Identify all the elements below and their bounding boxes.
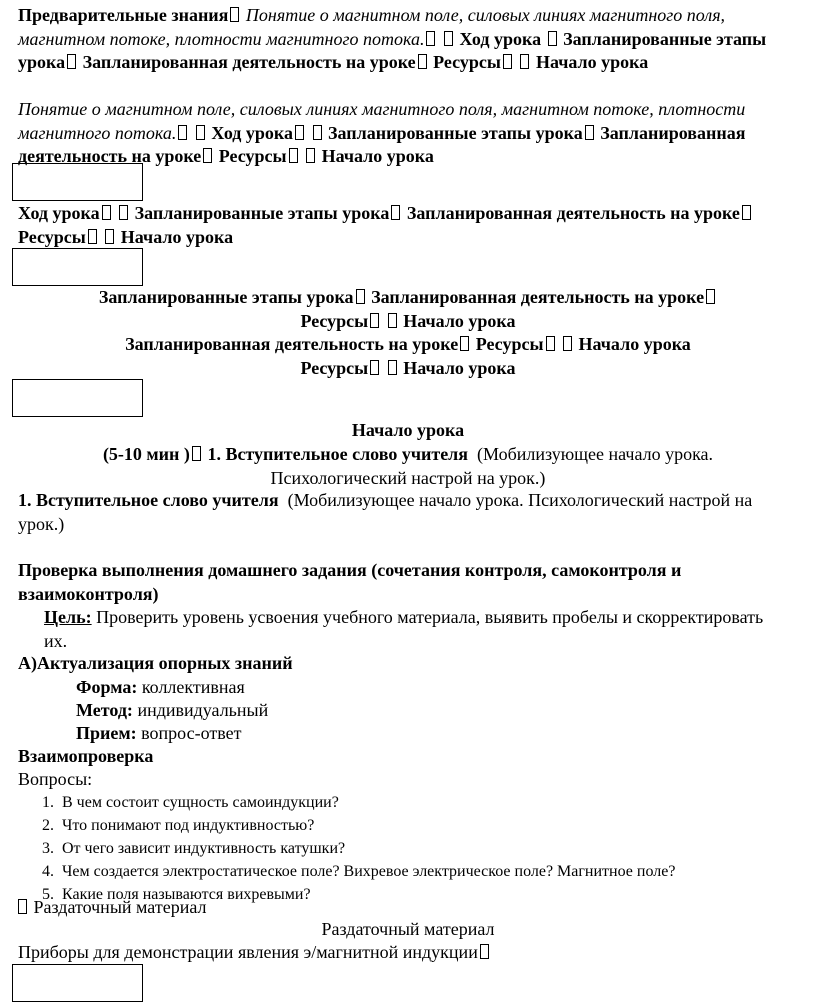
missing-glyph-icon <box>313 125 322 140</box>
missing-glyph-icon <box>503 54 512 69</box>
form-label: Форма: <box>76 677 138 697</box>
list-item: 3. От чего зависит индуктивность катушки? <box>58 837 800 860</box>
resources-block <box>18 357 798 381</box>
link-planned-activity[interactable]: Запланированная деятельность на уроке <box>18 122 746 166</box>
link-lesson-start[interactable]: Начало урока <box>578 334 691 354</box>
missing-glyph-icon <box>418 54 427 69</box>
actualization-title: А)Актуализация опорных знаний <box>18 653 293 673</box>
missing-glyph-icon <box>585 125 594 140</box>
missing-glyph-icon <box>67 54 76 69</box>
missing-glyph-icon <box>102 205 111 220</box>
missing-glyph-icon <box>196 125 205 140</box>
link-planned-activity[interactable]: Запланированная деятельность на уроке <box>82 52 416 72</box>
missing-glyph-icon <box>192 446 201 461</box>
method-label: Метод: <box>76 700 133 720</box>
missing-glyph-icon <box>391 205 400 220</box>
planned-stages-block <box>90 286 726 333</box>
link-lesson-flow[interactable]: Ход урока <box>211 122 294 143</box>
technique-label: Прием: <box>76 723 137 743</box>
missing-glyph-icon <box>88 229 97 244</box>
lesson-start-item <box>58 443 758 490</box>
missing-glyph-icon <box>18 899 27 914</box>
missing-glyph-icon <box>230 7 239 22</box>
peer-check-title: Взаимопроверка <box>18 746 154 766</box>
prior-knowledge-text-2: Понятие о магнитном поле, силовых линиях магнитного поля, магнитном потоке, плотности магнитного потока. <box>18 99 746 143</box>
teacher-intro-paragraph <box>18 489 798 536</box>
link-planned-activity[interactable]: Запланированная деятельность на уроке <box>125 334 459 354</box>
missing-glyph-icon <box>520 54 529 69</box>
missing-glyph-icon <box>563 336 572 351</box>
missing-glyph-icon <box>426 31 435 46</box>
link-planned-activity[interactable]: Запланированная деятельность на уроке <box>371 287 705 307</box>
link-planned-stages[interactable]: Запланированные этапы урока <box>18 28 767 72</box>
link-lesson-start[interactable]: Начало урока <box>535 52 649 72</box>
link-planned-stages[interactable]: Запланированные этапы урока <box>328 122 583 143</box>
missing-glyph-icon <box>388 313 397 328</box>
lesson-start-time: (5-10 мин ) <box>102 444 190 464</box>
link-resources[interactable]: Ресурсы <box>300 310 369 331</box>
list-item: 4. Чем создается электростатическое поле? Вихревое электрическое поле? Магнитное поле? <box>58 860 800 883</box>
link-lesson-start[interactable]: Начало урока <box>403 358 516 378</box>
missing-glyph-icon <box>742 205 751 220</box>
link-planned-stages[interactable]: Запланированные этапы урока <box>134 203 390 223</box>
prior-knowledge-label: Предварительные знания <box>18 5 229 25</box>
planned-activity-block <box>18 333 798 357</box>
missing-glyph-icon <box>388 360 397 375</box>
link-planned-activity[interactable]: Запланированная деятельность на уроке <box>406 203 740 223</box>
prior-knowledge-paragraph <box>18 4 798 75</box>
image-placeholder <box>12 163 143 201</box>
homework-goal <box>44 606 784 653</box>
lesson-start-item-text: (Мобилизующее начало урока. Психологический настрой на урок.) <box>270 444 714 488</box>
missing-glyph-icon <box>370 360 379 375</box>
link-lesson-start[interactable]: Начало урока <box>321 146 434 166</box>
form-row <box>76 676 776 700</box>
goal-label: Цель: <box>44 607 92 627</box>
link-teacher-intro[interactable]: 1. Вступительное слово учителя <box>207 444 469 464</box>
homework-title: Проверка выполнения домашнего задания (сочетания контроля, самоконтроля и взаимоконтроля) <box>18 560 682 604</box>
teacher-intro-label: 1. Вступительное слово учителя <box>18 490 279 510</box>
technique-row <box>76 722 776 746</box>
link-resources[interactable]: Ресурсы <box>433 52 501 72</box>
questions-list-wrapper <box>0 791 800 906</box>
link-lesson-flow[interactable]: Ход урока <box>459 28 542 49</box>
link-planned-stages[interactable]: Запланированные этапы урока <box>98 287 354 307</box>
missing-glyph-icon <box>306 148 315 163</box>
prior-knowledge-repeat <box>18 98 798 169</box>
missing-glyph-icon <box>444 31 453 46</box>
missing-glyph-icon <box>356 289 365 304</box>
link-resources[interactable]: Ресурсы <box>300 358 369 378</box>
devices-row <box>18 941 798 965</box>
method-row <box>76 699 776 723</box>
lesson-flow-paragraph <box>18 202 798 249</box>
method-value: индивидуальный <box>137 700 269 720</box>
list-item: 2. Что понимают под индуктивностью? <box>58 814 800 837</box>
link-lesson-flow[interactable]: Ход урока <box>18 203 100 223</box>
link-lesson-start[interactable]: Начало урока <box>120 226 234 247</box>
list-item: 5. Какие поля называются вихревыми? <box>58 883 800 906</box>
missing-glyph-icon <box>480 944 489 959</box>
missing-glyph-icon <box>203 148 212 163</box>
goal-text: Проверить уровень усвоения учебного материала, выявить пробелы и скорректировать их. <box>44 607 764 651</box>
image-placeholder <box>12 379 143 417</box>
link-handout[interactable]: Раздаточный материал <box>33 897 207 917</box>
handout-heading: Раздаточный материал <box>321 919 495 939</box>
missing-glyph-icon <box>706 289 715 304</box>
prior-knowledge-text: Понятие о магнитном поле, силовых линиях магнитного поля, магнитном потоке, плотности магнитного потока. <box>18 5 726 49</box>
technique-value: вопрос-ответ <box>141 723 242 743</box>
image-placeholder <box>12 964 143 1002</box>
questions-list <box>0 791 800 906</box>
missing-glyph-icon <box>289 148 298 163</box>
teacher-intro-text: (Мобилизующее начало урока. Психологический настрой на урок.) <box>18 490 753 534</box>
list-item: 1. В чем состоит сущность самоиндукции? <box>58 791 800 814</box>
link-lesson-start[interactable]: Начало урока <box>403 310 516 331</box>
lesson-start-title: Начало урока <box>351 420 465 440</box>
questions-label: Вопросы: <box>18 769 93 789</box>
devices-text: Приборы для демонстрации явления э/магнитной индукции <box>18 942 478 962</box>
image-placeholder <box>12 248 143 286</box>
missing-glyph-icon <box>105 229 114 244</box>
handout-row <box>16 896 796 920</box>
missing-glyph-icon <box>460 336 469 351</box>
missing-glyph-icon <box>370 313 379 328</box>
missing-glyph-icon <box>119 205 128 220</box>
missing-glyph-icon <box>548 31 557 46</box>
link-resources[interactable]: Ресурсы <box>218 146 287 166</box>
missing-glyph-icon <box>295 125 304 140</box>
link-resources[interactable]: Ресурсы <box>18 226 86 247</box>
link-resources[interactable]: Ресурсы <box>475 334 544 354</box>
missing-glyph-icon <box>178 125 187 140</box>
missing-glyph-icon <box>546 336 555 351</box>
form-value: коллективная <box>141 677 245 697</box>
